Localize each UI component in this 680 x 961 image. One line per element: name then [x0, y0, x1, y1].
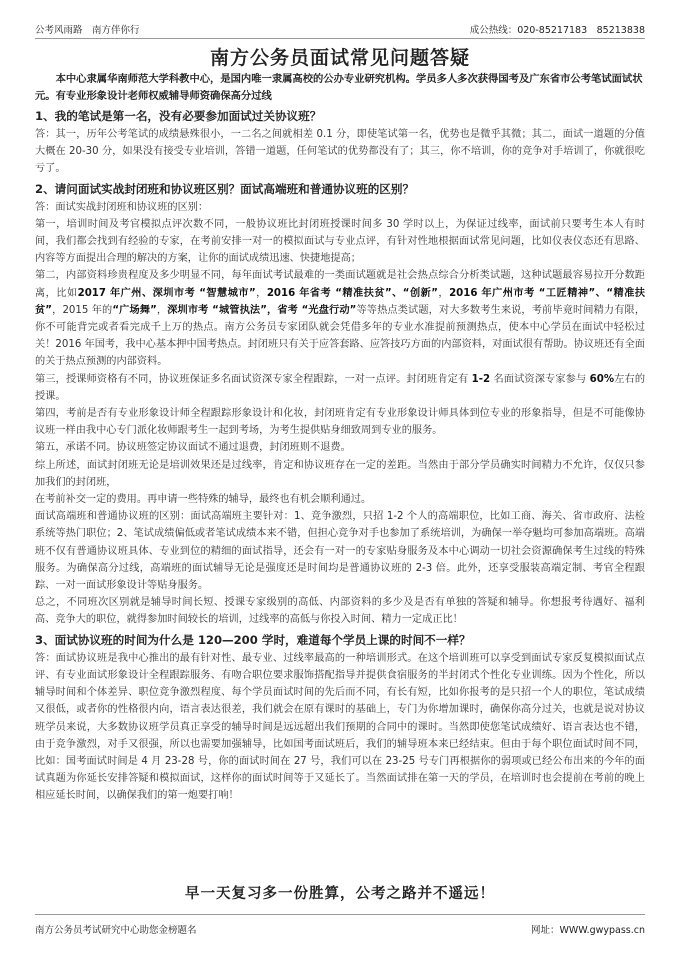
answer-2-highend: 面试高端班和普通协议班的区别：面试高端班主要针对：1、竞争激烈，只招 1-2 个人的高端职位，比如工商、海关、省市政府、法检系统等热门职位；2、笔试成绩偏低或者笔试成绩本来不错，但担心竞争对手也参加了系统培训，为确保一举夺魁均可参加高端班。高端班不仅有普通协议班具体、专业到位的精细的面试指导，还会有一对一的专家贴身服务及本中心调动一切社会资源确保考生过线的特殊服务。为确保高分过线，高端班的面试辅导无论是强度还是时间均是普通协议班的 2-3 倍。此外，还享受服装高端定制、考官全程跟踪、一对一面试形象设计等贴身服务。 [35, 511, 645, 592]
text-run: ，2015 年的 [52, 304, 113, 316]
text-run: 左右的授课。 [35, 373, 646, 402]
answer-2-summary-cont: 在考前补交一定的费用。再申请一些特殊的辅导，最终也有机会顺利通过。 [35, 494, 372, 506]
highlight-text: 60% [589, 373, 615, 385]
closing-slogan: 早一天复习多一份胜算，公考之路并不遥远！ [185, 886, 495, 902]
text-run: ， [255, 287, 267, 299]
highlight-text: 1-2 [471, 373, 491, 385]
text-run: 第二，内部资料珍贵程度及多少明显不同，每年面试考试最难的一类面试题就是社会热点综合分析类试题，这种试题最容易拉开分数距离，比如 [35, 270, 645, 299]
main-content [35, 71, 645, 805]
page-title: 南方公务员面试常见问题答疑 [209, 47, 470, 69]
answer-1: 答：其一，历年公考笔试的成绩悬殊很小，一二名之间就相差 0.1 分，即使笔试第一名，优势也是微乎其微；其二，面试一道题的分值大概在 20-30 分，如果没有接受专业培训，答错一道题，任何笔试的优势都没有了；其三，你不培训，你的竞争对手培训了，你就很吃亏了。 [35, 129, 645, 175]
question-3: 3、面试协议班的时间为什么是 120—200 学时，难道每个学员上课的时间不一样？ [35, 632, 471, 647]
page-footer [35, 922, 645, 938]
question-1: 1、我的笔试是第一名，没有必要参加面试过关协议班？ [35, 109, 322, 123]
text-run: ， [156, 304, 168, 316]
header-divider [35, 38, 645, 39]
header-slogan: 公考风雨路 南方伴你行 [35, 25, 140, 36]
highlight-text: 2016 年省考 “精准扶贫”、“创新” [266, 287, 438, 299]
highlight-text: “广场舞” [112, 304, 157, 316]
text-run: 第三，授课师资格有不同，协议班保证多名面试资深专家全程跟踪，一对一点评。封闭班肯定有 [35, 373, 472, 385]
answer-2-intro: 答：面试实战封闭班和协议班的区别： [35, 201, 209, 213]
highlight-text: 2016 年广州市考 “工匠精神”、“精准扶贫” [35, 287, 645, 316]
footer-tagline: 南方公务员考试研究中心助您金榜题名 [35, 925, 197, 936]
answer-2-conclusion: 总之，不同班次区别就是辅导时间长短、授课专家级别的高低、内部资料的多少及是否有单独的答疑和辅导。你想报考待遇好、福利高、竞争大的职位，就得参加时间较长的培训，过线率的高低与你投入时间、精力一定成正比！ [35, 597, 645, 626]
text-run: ， [437, 287, 450, 299]
highlight-text: 2017 年广州、深圳市考 “智慧城市” [77, 287, 256, 299]
highlight-text: 深圳市考 “城管执法”，省考 “光盘行动” [167, 304, 357, 316]
footer-website: 网址：WWW.gwypass.cn [530, 925, 645, 936]
answer-2-point-4: 第四，考前是否有专业形象设计师全程跟踪形象设计和化妆，封闭班肯定有专业形象设计师具体到位专业的形象指导，但是不可能像协议班一样由我中心专门派化妆师跟考生一起到考场，为考生提供贴身细致周到专业的服务。 [35, 408, 645, 437]
question-2: 2、请问面试实战封闭班和协议班区别？面试高端班和普通协议班的区别？ [35, 181, 415, 196]
answer-2-point-5: 第五，承诺不同。协议班签定协议面试不通过退费，封闭班则不退费。 [35, 442, 351, 454]
answer-2-summary: 综上所述，面试封闭班无论是培训效果还是过线率，肯定和协议班存在一定的差距。当然由于部分学员确实时间精力不允许，仅仅只参加我们的封闭班， [35, 459, 645, 488]
footer-divider [35, 914, 645, 915]
text-run: 名面试资深专家参与 [490, 373, 590, 385]
page-header [35, 22, 645, 38]
answer-3: 答：面试协议班是我中心推出的最有针对性、最专业、过线率最高的一种培训形式。在这个培训班可以享受到面试专家反复模拟面试点评、有专业面试形象设计全程跟踪服务、有吻合职位要求服饰搭配指导并提供食宿服务的半封闭式个性化专业训练。因为个性化，所以辅导时间和个体差异、职位竞争激烈程度、每个学员面试时间的先后而不同，有长有短，比如你报考的是只招一个人的职位，笔试成绩又很低，或者你的性格很内向，语言表达很差，我们就会在原有课时的基础上，专门为你增加课时，确保你高分过关，也就是说对协议班学员来说，大多数协议班学员真正享受的辅导时间是远远超出我们预期的合同中的课时。当然即使您笔试成绩好、语言表达也不错，由于竞争激烈，对手又很强，所以也需要加强辅导，比如国考面试班后，我们的辅导班本来已经结束。但由于每个职位面试时间不同，比如：国考面试时间是 4 月 23-28 号，你的面试时间在 27 号，我们可以在 23-25 号专门再根据你的弱项或已经公布出来的今年的面试真题为你延长安排答疑和模拟面试，这样你的面试时间等于又延长了。当然面试排在第一天的学员，在培训时也会提前在考前的晚上相应延长时间，以确保我们的第一炮要打响！ [35, 652, 645, 802]
text-run: 等等热点类试题，对大多数考生来说，考前毕竟时间精力有限，你不可能背完或者看完成千上万的热点。南方公务员专家团队就会凭借多年的专业水准提前预测热点，使本中心学员在面试中轻松过关！2016 年国考，我中心基本押中国考热点。封闭班只有关于应答套路、应答技巧方面的内部资料，对面试很有帮助。协议班还有全面的关于热点预测的内部资料。 [35, 304, 646, 368]
answer-2-point-2 [35, 267, 645, 370]
answer-2-point-1: 第一，培训时间及考官模拟点评次数不同，一般协议班比封闭班授课时间多 30 学时以上，为保证过线率，面试前只要考生本人有时间，我们都会找到有经验的专家，在考前安排一对一的模拟面试与专业点评，有针对性地根据面试常见问题，比如仪表仪态还有思路、内容等方面提出合理的解决的方案，让你的面试成绩迅速、快捷地提高； [35, 218, 645, 265]
intro-paragraph: 本中心隶属华南师范大学科教中心，是国内唯一隶属高校的公办专业研究机构。学员多人多次获得国考及广东省市公考笔试面试状元。有专业形象设计老师权威辅导师资确保高分过线 [35, 73, 643, 102]
answer-2-point-3 [35, 371, 645, 405]
header-hotline: 成公热线：020-85217183 85213838 [469, 25, 645, 36]
